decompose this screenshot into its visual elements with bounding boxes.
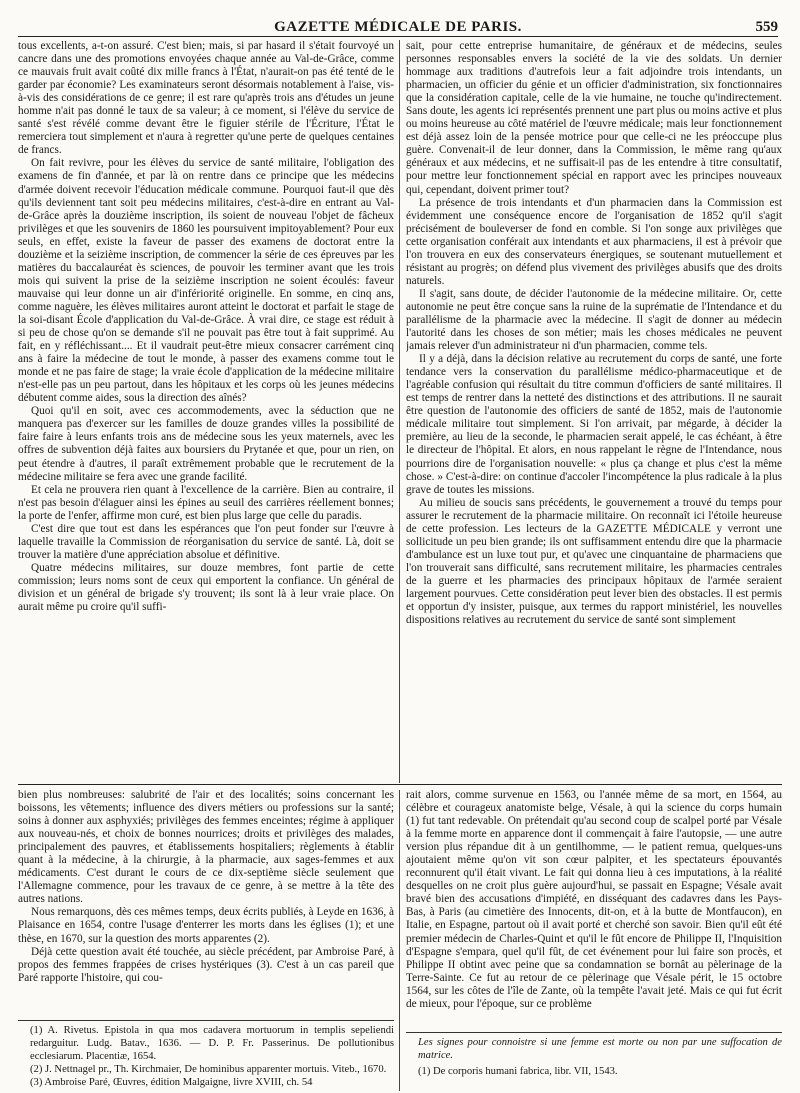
footnote-right-heading	[406, 1036, 782, 1064]
upper-left-column	[18, 40, 394, 785]
section-divider	[18, 784, 782, 785]
paragraph: C'est dire que tout est dans les espérances que l'on peut fonder sur l'œuvre à laquelle travaille la Commission de réorganisation du service de santé. Là, doit se trouver la matière d'une appréciation absolue et définitive.	[18, 522, 394, 561]
column-rule-upper	[399, 40, 400, 783]
paragraph: Quoi qu'il en soit, avec ces accommodements, avec la séduction que ne manquera pas d'exercer sur les familles de douze grandes villes la possibilité de faire faire à leurs enfants trois ans de médecine sous les yeux maternels, avec les offres de subvention déjà faites aux boursiers du Prytanée et que, pour un rien, on peut étendre à d'autres, il paraît extrêmement probable que le recrutement de la médecine militaire se fera avec une grande facilité.	[18, 405, 394, 483]
upper-right-column	[406, 40, 782, 785]
paragraph: Au milieu de soucis sans précédents, le gouvernement a trouvé du temps pour assurer le recrutement de la pharmacie militaire. On reconnaît ici l'étoile heureuse de cette profession. Les lecteurs de la GAZETTE MÉDICALE y verront une sollicitude un peu bien grande; ils ont suffisamment entendu dire que la pharmacie d'ambulance est un luxe tout pur, et qu'avec une cinquantaine de pharmaciens que l'on trouverait sans difficulté, sans recrutement militaire, les pharmacies centrales de la guerre et les pharmacies des principaux hôpitaux de l'armée seraient largement pourvues. Cette considération peut lever bien des obstacles. Il est permis et opportun d'y insister, puisque, aux termes du rapport ministériel, les nouvelles dispositions relatives au recrutement du service de santé sont simplement	[406, 496, 782, 627]
paragraph: sait, pour cette entreprise humanitaire, de généraux et de médecins, seules personnes responsables envers la société de la vie des soldats. Un dernier hommage aux traditions d'autrefois leur a fait adjoindre trois intendants, un pharmacien, un officier du génie et un officier d'administration, six fonctionnaires que la considération capitale, celle de la vie humaine, ne touche qu'indirectement. Sans doute, les agents ici représentés prennent une part plus ou moins active et plus ou moins heureuse au côté matériel de l'œuvre médicale; mais leur fonctionnement est déjà assez loin de la pensée motrice pour que celle-ci ne les préoccupe plus guère. Convenait-il de leur donner, dans la Commission, le même rang qu'aux généraux et aux médecins, et ne suffisait-il pas de les entendre à titre consultatif, pour mettre leur fonctionnement spécial en rapport avec les principes nouveaux qui, cependant, doivent primer tout?	[406, 40, 782, 196]
lower-right-column	[406, 789, 782, 1029]
footnotes-left	[18, 1024, 394, 1090]
paragraph: La présence de trois intendants et d'un pharmacien dans la Commission est évidemment une conséquence encore de l'organisation de 1852 qu'il s'agit précisément de bouleverser de fond en comble. Si l'on songe aux privilèges que cette organisation conférait aux intendants et aux pharmaciens, il est à prévoir que l'on trouvera en eux des conservateurs énergiques, se soutenant mutuellement et résistant au progrès; on défend plus vivement des privilèges abusifs que des droits naturels.	[406, 196, 782, 287]
footnote: (2) J. Nettnagel pr., Th. Kirchmaier, De hominibus apparenter mortuis. Viteb., 1670.	[30, 1064, 387, 1075]
footnote: (1) A. Rivetus. Epistola in qua mos cadavera mortuorum in templis sepeliendi redarguitur. Ludg. Batav., 1636. — D. P. Fr. Passerinus. De pollutionibus ecclesiarum. Placentiæ, 1654.	[30, 1025, 394, 1062]
paragraph: Et cela ne prouvera rien quant à l'excellence de la carrière. Bien au contraire, il n'est pas besoin d'élaguer ainsi les épines au seuil des carrières réellement bonnes; la porte de l'enfer, affirme mon curé, est bien plus large que celle du paradis.	[18, 483, 394, 522]
column-rule-lower	[399, 790, 400, 1091]
paragraph: Il y a déjà, dans la décision relative au recrutement du corps de santé, une forte tendance vers la conservation du parallélisme médico-pharmaceutique et de l'agréable confusion qui résultait du titre commun d'officiers de santé militaires. Il est temps de rentrer dans la netteté des distinctions et des attributions. Il ne saurait être question de l'autonomie des officiers de santé de 1852, mais de l'autonomie médicale militaire tout simplement. Si l'on arrivait, par mégarde, à décider la première, au lieu de la seconde, le pharmacien serait appelé, le cas échéant, à être le directeur de l'hôpital. Et alors, en nous rappelant le règne de l'Intendance, nous pourrions dire de l'organisation nouvelle: « plus ça change et plus c'est la même chose. » C'est-à-dire: on continue d'accoler l'incompétence la plus radicale à la plus grave de toutes les missions.	[406, 353, 782, 496]
paragraph: bien plus nombreuses: salubrité de l'air et des localités; soins concernant les boissons, les vêtements; influence des divers métiers ou professions sur la santé; soins à donner aux asphyxiés; privilèges des femmes enceintes; régime à appliquer aux nouveau-nés, et choix de bonnes nourrices; droits et privilèges des malades, principalement des pauvres, et établissements hospitaliers; règlements à établir quant à la médecine, à la chirurgie, à la pharmacie, aux sages-femmes et aux médicaments. C'est durant le cours de ce dix-septième siècle seulement que l'Allemagne commence, pour les travaux de ce genre, à se mettre à la tête des autres nations.	[18, 789, 394, 906]
footnote-rule-right	[406, 1032, 782, 1033]
paragraph: rait alors, comme survenue en 1563, ou l'année même de sa mort, en 1564, au célèbre et courageux anatomiste belge, Vésale, à qui la science du corps humain (1) fut tant redevable. On prétendait qu'au second coup de scalpel porté par Vésale à la femme morte en apparence dont il commençait à faire l'autopsie, — une autre version plus répandue dit à un gentilhomme, — le patient remua, quelques-uns ajoutaient même qu'on vit son cœur palpiter, et les spectateurs épouvantés reconnurent qu'il était vivant. Le fait qui donna lieu à ces imputations, à la réalité desquelles on ne croit plus guère aujourd'hui, se passait en Espagne; Vésale avait bravé bien des accusations d'impiété, en disséquant des cadavres dans les Pays-Bas, à Paris (au cimetière des Innocents, dit-on, et à la butte de Montfaucon), en Italie, en Espagne, partout où il avait porté et cherché son savoir. Bien qu'il eût été premier médecin de Charles-Quint et qu'il le fût encore de Philippe II, l'Inquisition d'Espagne s'empara, quel qu'il fût, de cet événement pour lui faire son procès, et Philippe II obtint avec peine que sa condamnation se bornât au pèlerinage de la Terre-Sainte. Ce fut au retour de ce pèlerinage que Vésale périt, le 15 octobre 1564, sur les côtes de l'île de Zante, où la tempête l'avait jeté. Mais ce qui fut écrit de mieux, pour l'époque, sur ce problème	[406, 789, 782, 1010]
page-number: 559	[755, 19, 778, 35]
footnote: (3) Ambroise Paré, Œuvres, édition Malgaigne, livre XVIII, ch. 54	[30, 1077, 313, 1088]
paragraph: Il s'agit, sans doute, de décider l'autonomie de la médecine militaire. Or, cette autonomie ne peut être conçue sans la ruine de la suprématie de l'Intendance et du parallélisme de la pharmacie avec la médecine. Il s'agit de donner au médecin l'autorité dans les choses de son métier; mais les choses médicales ne peuvent jamais relever d'un administrateur ni d'un pharmacien, comme tels.	[406, 287, 782, 353]
paragraph: Nous remarquons, dès ces mêmes temps, deux écrits publiés, à Leyde en 1636, à Plaisance en 1654, contre l'usage d'enterrer les morts dans les églises (1); et une thèse, en 1670, sur la question des morts apparentes (2).	[18, 906, 394, 945]
paragraph: Déjà cette question avait été touchée, au siècle précédent, par Ambroise Paré, à propos des femmes frappées de crises hystériques (3). C'est à un cas pareil que Paré rapporte l'histoire, qui cou-	[18, 945, 394, 984]
paragraph: Quatre médecins militaires, sur douze membres, font partie de cette commission; leurs noms sont de ceux qui emportent la confiance. Un général de division et un général de brigade s'y trouvent; ils sont là à leur vraie place. On aurait même pu croire qu'il suffi-	[18, 561, 394, 614]
footnotes-right	[406, 1065, 782, 1081]
running-header	[18, 14, 778, 37]
footnote: (1) De corporis humani fabrica, libr. VII, 1543.	[418, 1066, 618, 1077]
footnote-heading: Les signes pour connoistre si une femme est morte ou non par une suffocation de matrice.	[418, 1037, 782, 1061]
running-title: GAZETTE MÉDICALE DE PARIS.	[274, 19, 522, 35]
footnote-rule-left	[18, 1020, 394, 1021]
paragraph: On fait revivre, pour les élèves du service de santé militaire, l'obligation des examens de fin d'année, et par là on rentre dans ce principe que les médecins d'armée doivent recevoir l'éducation médicale commune. Pourquoi faut-il que dès qu'ils deviennent tant soit peu médecins militaires, c'est-à-dire en entrant au Val-de-Grâce après la douzième inscription, ils soient de nouveau l'objet de fâcheux privilèges et que les souvenirs de 1860 les poursuivent impitoyablement? Pour eux seuls, en effet, existe la faveur de passer des examens de doctorat entre la douzième et la seizième inscription, de commencer la série de ces épreuves par les matières du baccalauréat ès sciences, de pouvoir les terminer avant que les trois mois qui suivent la prise de la seizième inscription ne soient écoulés: faveur mauvaise qui leur donne un air d'infériorité originelle. En somme, en cinq ans, comme naguère, les élèves militaires auront atteint le doctorat et parfait le stage de la soi-disant École d'application du Val-de-Grâce. À vrai dire, ce stage est réduit à si peu de chose qu'on se demande s'il ne pouvait pas être tout à fait supprimé. Au fait, en y réfléchissant.... Et il vaudrait peut-être mieux consacrer carrément cinq ans à faire la médecine de tout le monde, à passer des examens comme tout le monde et ne pas faire de stage; la vraie école d'application de la médecine militaire n'est-elle pas un peu partout, dans les hôpitaux et les corps où les jeunes médecins débutent comme aides, sous la direction des aînés?	[18, 157, 394, 405]
paragraph: tous excellents, a-t-on assuré. C'est bien; mais, si par hasard il s'était fourvoyé un cancre dans une des promotions envoyées chaque année au Val-de-Grâce, comme ce mauvais fruit avait coûté dix mille francs à l'État, n'aurait-on pas été tenté de le garder par économie? Les examinateurs seront désormais notablement à l'aise, vis-à-vis des considérations de ce genre; il est rare qu'après trois ans d'études un jeune homme n'ait pas donné le taux de sa valeur; à ce moment, si l'élève du service de santé s'est révélé comme devant être le figuier stérile de l'Écriture, l'État le remerciera tout simplement et n'aura à regretter qu'une perte de quelques centaines de francs.	[18, 40, 394, 157]
lower-left-column	[18, 789, 394, 1017]
